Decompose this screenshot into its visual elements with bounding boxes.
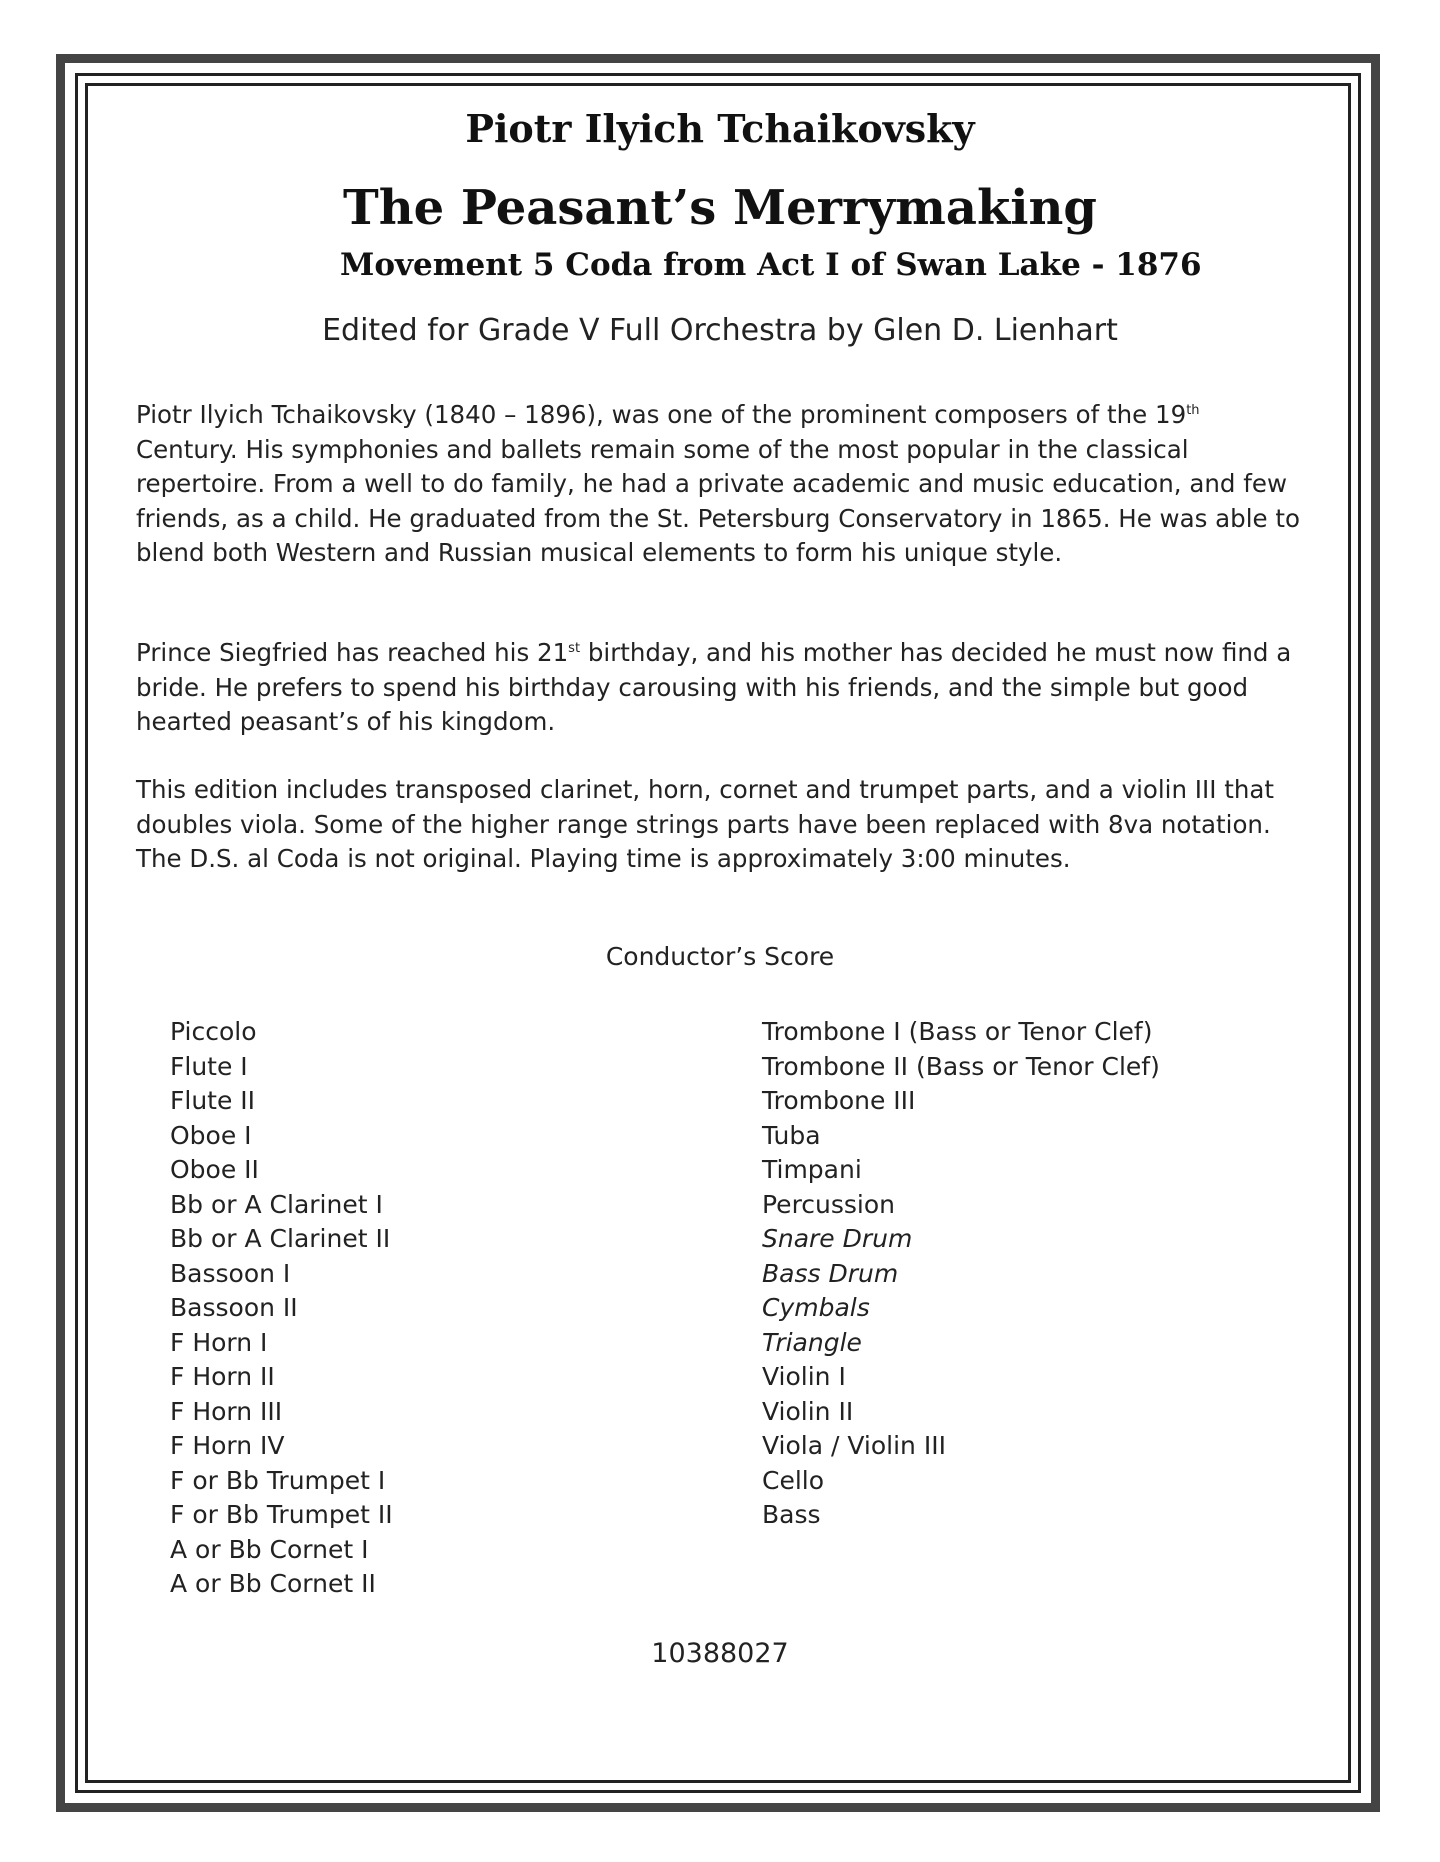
instrument-item: Timpani — [762, 1155, 862, 1184]
bio-ordinal-suffix: th — [1186, 402, 1200, 418]
instrument-item: Piccolo — [170, 1017, 257, 1046]
instrument-item: Bassoon I — [170, 1258, 291, 1288]
editor-credit: Edited for Grade V Full Orchestra by Glen D. Lienhart — [322, 313, 1118, 348]
instrument-item: Cello — [762, 1465, 825, 1495]
instrument-item: Flute II — [170, 1086, 256, 1115]
instrument-item: F Horn IV — [170, 1431, 285, 1460]
instrument-item: F Horn II — [170, 1362, 275, 1391]
piece-subtitle: Movement 5 Coda from Act I of Swan Lake - 1876 — [340, 247, 1202, 283]
instrument-item: Bassoon II — [170, 1293, 298, 1322]
instrument-item: Violin I — [762, 1362, 846, 1391]
bio-text-start: Piotr Ilyich Tchaikovsky (1840 – 1896), was one of the prominent composers of the 19 — [136, 400, 1187, 429]
instrument-item: Tuba — [762, 1120, 821, 1150]
instrument-item: Oboe I — [170, 1120, 252, 1150]
instrument-item: F or Bb Trumpet I — [170, 1465, 386, 1495]
score-heading: Conductor’s Score — [605, 942, 835, 971]
instrument-item: Bb or A Clarinet I — [170, 1189, 383, 1219]
instrument-item: Trombone II (Bass or Tenor Clef) — [762, 1051, 1160, 1081]
bio-paragraph — [136, 398, 1306, 571]
piece-title: The Peasant’s Merrymaking — [343, 180, 1097, 236]
composer-name: Piotr Ilyich Tchaikovsky — [465, 106, 975, 151]
bio-text-end: Century. His symphonies and ballets remain some of the most popular in the classical repertoire. From a well to do family, he had a private academic and music education, and few friends, as a child. He graduated from the St. Petersburg Conservatory in 1865. He was able to blend both Western and Russian musical elements to form his unique style. — [136, 434, 1300, 567]
percussion-sub-item: Bass Drum — [762, 1258, 899, 1288]
instrument-item: Percussion — [762, 1189, 896, 1219]
percussion-sub-item: Triangle — [762, 1327, 862, 1357]
instrument-item: A or Bb Cornet II — [170, 1569, 376, 1598]
percussion-sub-item: Cymbals — [762, 1293, 870, 1322]
instrument-item: Bb or A Clarinet II — [170, 1224, 391, 1253]
story-text-start: Prince Siegfried has reached his 21 — [136, 638, 569, 667]
instrument-item: Oboe II — [170, 1155, 259, 1184]
story-paragraph — [136, 636, 1306, 740]
story-text-end: birthday, and his mother has decided he must now find a bride. He prefers to spend his birthday carousing with his friends, and the simple but good hearted peasant’s of his kingdom. — [136, 638, 1292, 736]
instrument-item: Viola / Violin III — [762, 1431, 946, 1460]
edition-notes-paragraph: This edition includes transposed clarinet, horn, cornet and trumpet parts, and a violin III that doubles viola. Some of the higher range strings parts have been replaced with 8va notation. The D.S. al Coda is not original. Playing time is approximately 3:00 minutes. — [136, 775, 1275, 873]
catalog-number: 10388027 — [651, 1638, 789, 1669]
instrument-item: F Horn I — [170, 1327, 268, 1357]
instrument-item: Trombone III — [762, 1086, 916, 1115]
instrument-list-right — [762, 1015, 1160, 1533]
percussion-sub-item: Snare Drum — [762, 1224, 913, 1253]
instrument-item: Bass — [762, 1500, 821, 1529]
instrument-item: Trombone I (Bass or Tenor Clef) — [762, 1017, 1153, 1046]
story-ordinal-suffix: st — [568, 640, 581, 656]
instrument-item: A or Bb Cornet I — [170, 1534, 369, 1564]
instrument-item: Violin II — [762, 1396, 854, 1426]
instrument-item: F or Bb Trumpet II — [170, 1500, 393, 1529]
instrument-item: F Horn III — [170, 1396, 283, 1426]
instrument-item: Flute I — [170, 1051, 248, 1081]
instrument-list-left — [170, 1015, 393, 1602]
